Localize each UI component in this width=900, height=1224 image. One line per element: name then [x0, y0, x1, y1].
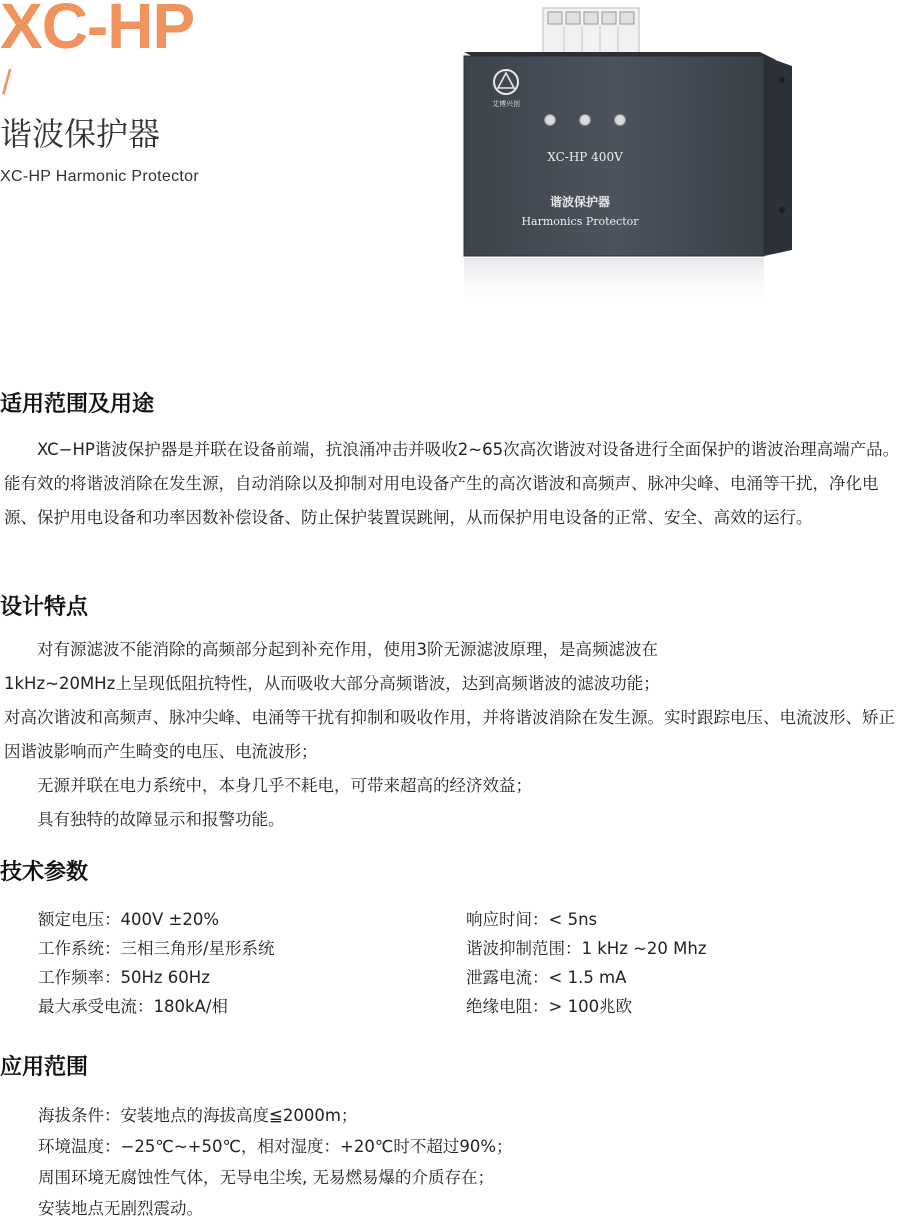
param-item: 最大承受电流：180kA/相 [38, 997, 228, 1016]
application-line: 安装地点无剧烈震动。 [38, 1199, 203, 1218]
application-line: 环境温度：−25℃~+50℃，相对湿度：+20℃时不超过90%； [38, 1137, 513, 1156]
model-code: XC-HP [0, 0, 195, 62]
product-photo [440, 0, 820, 320]
terminal-block [543, 8, 639, 58]
title-divider: / [2, 64, 12, 102]
application-line: 周围环境无腐蚀性气体，无导电尘埃, 无易燃易爆的介质存在； [38, 1168, 494, 1187]
section-heading-design: 设计特点 [0, 595, 89, 620]
param-item: 工作系统：三相三角形/星形系统 [38, 939, 275, 958]
panel-model-label: XC-HP 400V [547, 150, 623, 164]
param-item: 泄露电流：< 1.5 mA [466, 968, 627, 987]
design-line-1: 对有源滤波不能消除的高频部分起到补充作用，使用3阶无源滤波原理，是高频滤波在 [37, 640, 658, 659]
design-line-2: 1kHz~20MHz上呈现低阻抗特性，从而吸收大部分高频谐波，达到高频谐波的滤波功能； [4, 674, 660, 693]
param-item: 谐波抑制范围：1 kHz ~20 Mhz [466, 939, 707, 958]
product-title-cn: 谐波保护器 [0, 115, 161, 153]
design-line-4: 无源并联在电力系统中，本身几乎不耗电，可带来超高的经济效益； [37, 776, 532, 795]
logo-text: 艾博兴创 [492, 100, 520, 108]
params-right-column [466, 905, 707, 1021]
design-line-5: 具有独特的故障显示和报警功能。 [37, 810, 285, 829]
panel-title-cn: 谐波保护器 [549, 195, 611, 209]
section-heading-params: 技术参数 [0, 860, 89, 885]
section-heading-usage: 适用范围及用途 [0, 392, 155, 417]
application-line: 海拔条件：安装地点的海拔高度≦2000m； [38, 1106, 358, 1125]
param-item: 工作频率：50Hz 60Hz [38, 968, 210, 987]
param-item: 额定电压：400V ±20% [38, 910, 220, 929]
param-item: 绝缘电阻：> 100兆欧 [466, 997, 633, 1016]
design-paragraph [4, 633, 900, 837]
params-left-column [38, 905, 275, 1021]
usage-text: XC−HP谐波保护器是并联在设备前端，抗浪涌冲击并吸收2~65次高次谐波对设备进行全面保护的谐波治理高端产品。能有效的将谐波消除在发生源，自动消除以及抑制对用电设备产生的高次谐波和高频声、脉冲尖峰、电涌等干扰，净化电源、保护用电设备和功率因数补偿设备、防止保护装置误跳闸，从而保护用电设备的正常、安全、高效的运行。 [4, 440, 900, 527]
application-list [38, 1100, 513, 1224]
section-heading-application: 应用范围 [0, 1055, 89, 1080]
usage-paragraph [4, 433, 900, 535]
panel-title-en: Harmonics Protector [521, 215, 639, 228]
design-line-3: 对高次谐波和高频声、脉冲尖峰、电涌等干扰有抑制和吸收作用，并将谐波消除在发生源。实时跟踪电压、电流波形、矫正因谐波影响而产生畸变的电压、电流波形； [4, 708, 895, 761]
product-title-en: XC-HP Harmonic Protector [0, 168, 199, 185]
param-item: 响应时间：< 5ns [466, 910, 598, 929]
